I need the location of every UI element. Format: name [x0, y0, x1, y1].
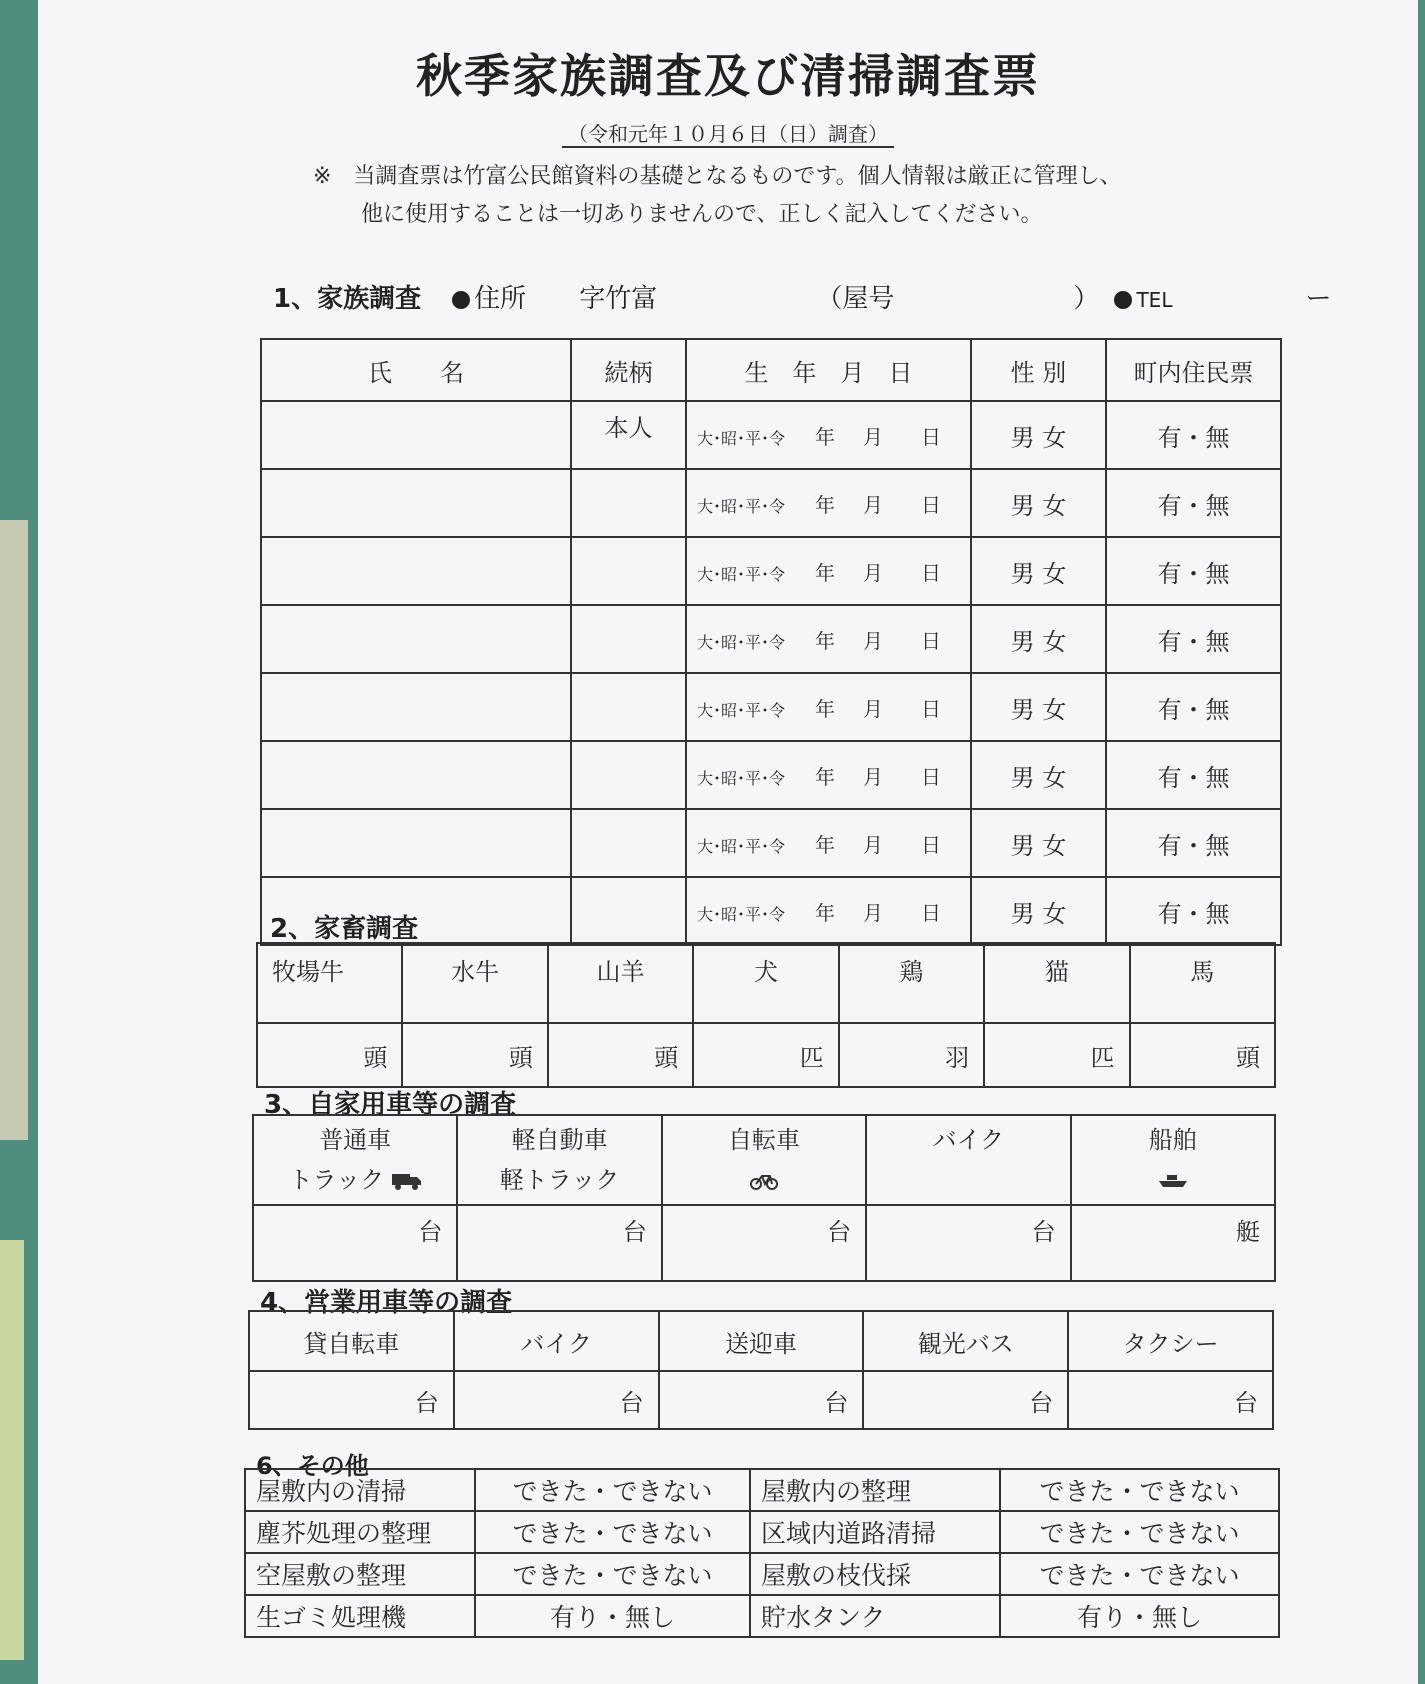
birthdate-cell[interactable]: 大･昭･平･令 年 月 日	[686, 877, 971, 945]
private-vehicles-unit-row	[253, 1205, 1275, 1281]
birthdate-cell[interactable]: 大･昭･平･令 年 月 日	[686, 673, 971, 741]
survey-date: （令和元年１０月６日（日）調査）	[38, 118, 1418, 147]
livestock-name: 鶏	[839, 943, 984, 1023]
bullet-icon	[1114, 291, 1132, 309]
business-vehicle-count-cell[interactable]: 台	[249, 1371, 454, 1429]
resident-cell[interactable]: 有・無	[1106, 673, 1281, 741]
address-value: 字竹富	[579, 284, 658, 314]
background-note	[0, 520, 28, 1140]
birthdate-cell[interactable]: 大･昭･平･令 年 月 日	[686, 537, 971, 605]
relation-cell[interactable]: 本人	[571, 401, 686, 469]
birthdate-cell[interactable]: 大･昭･平･令 年 月 日	[686, 741, 971, 809]
livestock-count-cell[interactable]: 頭	[402, 1023, 547, 1087]
birthdate-cell[interactable]: 大･昭･平･令 年 月 日	[686, 401, 971, 469]
family-heading: 1、家族調査	[273, 284, 422, 314]
family-header-row	[261, 339, 1281, 401]
business-vehicle-name: タクシー	[1068, 1311, 1273, 1371]
sex-cell[interactable]: 男 女	[971, 605, 1106, 673]
notice	[313, 158, 1122, 234]
bullet-icon	[452, 291, 470, 309]
tel: TEL	[1114, 284, 1194, 314]
other-choice[interactable]: できた・できない	[475, 1553, 750, 1595]
livestock-count-cell[interactable]: 頭	[548, 1023, 693, 1087]
background-sticky-note	[0, 1240, 24, 1660]
livestock-count-cell[interactable]: 匹	[984, 1023, 1129, 1087]
name-cell[interactable]	[261, 741, 571, 809]
sex-cell[interactable]: 男 女	[971, 741, 1106, 809]
other-choice[interactable]: できた・できない	[475, 1469, 750, 1511]
survey-sheet	[38, 0, 1418, 1684]
livestock-table	[256, 942, 1276, 1088]
col-sex: 性 別	[971, 339, 1106, 401]
business-vehicle-name: 送迎車	[659, 1311, 864, 1371]
sex-cell[interactable]: 男 女	[971, 401, 1106, 469]
private-vehicles-heading: 3、自家用車等の調査	[264, 1090, 517, 1120]
name-cell[interactable]	[261, 673, 571, 741]
family-row	[261, 741, 1281, 809]
name-cell[interactable]	[261, 401, 571, 469]
unit-label: 台	[866, 1205, 1070, 1281]
family-row	[261, 401, 1281, 469]
name-cell[interactable]	[261, 469, 571, 537]
other-rows	[245, 1469, 1279, 1637]
other-heading: 6、その他	[256, 1452, 369, 1480]
family-rows	[261, 401, 1281, 945]
family-row	[261, 673, 1281, 741]
relation-cell[interactable]	[571, 605, 686, 673]
truck-icon	[392, 1172, 422, 1190]
relation-cell[interactable]	[571, 809, 686, 877]
unit-label: 台	[253, 1205, 457, 1281]
name-cell[interactable]	[261, 605, 571, 673]
col-name: 氏 名	[261, 339, 571, 401]
other-item: 空屋敷の整理	[245, 1553, 475, 1595]
other-choice[interactable]: 有り・無し	[1000, 1595, 1279, 1637]
business-vehicles-heading: 4、営業用車等の調査	[260, 1288, 513, 1318]
private-vehicles-name-row	[253, 1115, 1275, 1205]
sex-cell[interactable]: 男 女	[971, 537, 1106, 605]
resident-cell[interactable]: 有・無	[1106, 809, 1281, 877]
other-table	[244, 1468, 1280, 1638]
sex-cell[interactable]: 男 女	[971, 673, 1106, 741]
unit-label: 台	[457, 1205, 661, 1281]
other-item: 塵芥処理の整理	[245, 1511, 475, 1553]
notice-line-2: 他に使用することは一切ありませんので、正しく記入してください。	[361, 202, 1043, 227]
sex-cell[interactable]: 男 女	[971, 469, 1106, 537]
birthdate-cell[interactable]: 大･昭･平･令 年 月 日	[686, 605, 971, 673]
sex-cell[interactable]: 男 女	[971, 877, 1106, 945]
family-section-header	[273, 278, 1354, 315]
business-vehicle-name: 貸自転車	[249, 1311, 454, 1371]
relation-cell[interactable]	[571, 469, 686, 537]
livestock-count-cell[interactable]: 匹	[693, 1023, 838, 1087]
sex-cell[interactable]: 男 女	[971, 809, 1106, 877]
other-choice[interactable]: できた・できない	[1000, 1553, 1279, 1595]
other-item: 屋敷内の整理	[750, 1469, 1000, 1511]
livestock-name: 水牛	[402, 943, 547, 1023]
livestock-unit-row	[257, 1023, 1275, 1087]
relation-cell[interactable]	[571, 877, 686, 945]
unit-label: 台	[662, 1205, 866, 1281]
other-choice[interactable]: できた・できない	[475, 1511, 750, 1553]
birthdate-cell[interactable]: 大･昭･平･令 年 月 日	[686, 809, 971, 877]
livestock-name-row	[257, 943, 1275, 1023]
relation-cell[interactable]	[571, 537, 686, 605]
business-vehicle-count-cell[interactable]: 台	[454, 1371, 659, 1429]
family-row	[261, 605, 1281, 673]
family-row	[261, 537, 1281, 605]
livestock-count-cell[interactable]: 頭	[257, 1023, 402, 1087]
name-cell[interactable]	[261, 537, 571, 605]
tel-separator: ー	[1305, 284, 1332, 314]
business-vehicles-name-row	[249, 1311, 1273, 1371]
other-item: 区域内道路清掃	[750, 1511, 1000, 1553]
livestock-name: 馬	[1130, 943, 1275, 1023]
notice-line-1: ※ 当調査票は竹富公民館資料の基礎となるものです。個人情報は厳正に管理し、	[313, 164, 1122, 189]
livestock-name: 猫	[984, 943, 1129, 1023]
family-row	[261, 809, 1281, 877]
business-vehicle-count-cell[interactable]: 台	[1068, 1371, 1273, 1429]
other-row	[245, 1469, 1279, 1511]
col-birthdate: 生 年 月 日	[686, 339, 971, 401]
other-choice[interactable]: できた・できない	[1000, 1511, 1279, 1553]
name-cell[interactable]	[261, 809, 571, 877]
other-choice[interactable]: 有り・無し	[475, 1595, 750, 1637]
resident-cell[interactable]: 有・無	[1106, 469, 1281, 537]
family-row	[261, 469, 1281, 537]
bicycle-icon	[749, 1171, 779, 1191]
livestock-count-cell[interactable]: 羽	[839, 1023, 984, 1087]
resident-cell[interactable]: 有・無	[1106, 401, 1281, 469]
house-name-label: （屋号	[816, 284, 895, 314]
livestock-heading: 2、家畜調査	[270, 914, 419, 944]
livestock-name: 牧場牛	[257, 943, 402, 1023]
livestock-count-cell[interactable]: 頭	[1130, 1023, 1275, 1087]
relation-cell[interactable]	[571, 741, 686, 809]
other-item: 屋敷の枝伐採	[750, 1553, 1000, 1595]
vehicle-kei: 軽自動車 軽トラック	[457, 1115, 661, 1205]
col-resident: 町内住民票	[1106, 339, 1281, 401]
house-name-close: ）	[1073, 284, 1100, 314]
resident-cell[interactable]: 有・無	[1106, 605, 1281, 673]
other-choice[interactable]: できた・できない	[1000, 1469, 1279, 1511]
resident-cell[interactable]: 有・無	[1106, 537, 1281, 605]
other-row	[245, 1553, 1279, 1595]
business-vehicle-name: バイク	[454, 1311, 659, 1371]
vehicle-car-truck: 普通車 トラック	[253, 1115, 457, 1205]
business-vehicle-count-cell[interactable]: 台	[863, 1371, 1068, 1429]
other-item: 貯水タンク	[750, 1595, 1000, 1637]
col-relation: 続柄	[571, 339, 686, 401]
other-item: 生ゴミ処理機	[245, 1595, 475, 1637]
other-row	[245, 1595, 1279, 1637]
private-vehicles-table	[252, 1114, 1276, 1282]
livestock-name: 犬	[693, 943, 838, 1023]
other-row	[245, 1511, 1279, 1553]
other-item: 屋敷内の清掃	[245, 1469, 475, 1511]
vehicle-bicycle: 自転車	[662, 1115, 866, 1205]
resident-cell[interactable]: 有・無	[1106, 741, 1281, 809]
relation-cell[interactable]	[571, 673, 686, 741]
family-table	[260, 338, 1282, 946]
business-vehicle-count-cell[interactable]: 台	[659, 1371, 864, 1429]
vehicle-boat: 船舶	[1071, 1115, 1275, 1205]
business-vehicle-name: 観光バス	[863, 1311, 1068, 1371]
birthdate-cell[interactable]: 大･昭･平･令 年 月 日	[686, 469, 971, 537]
boat-icon	[1158, 1173, 1188, 1189]
business-vehicles-unit-row	[249, 1371, 1273, 1429]
unit-label: 艇	[1071, 1205, 1275, 1281]
resident-cell[interactable]: 有・無	[1106, 877, 1281, 945]
livestock-name: 山羊	[548, 943, 693, 1023]
business-vehicles-table	[248, 1310, 1274, 1430]
address: 住所	[452, 284, 548, 314]
page-title: 秋季家族調査及び清掃調査票	[416, 49, 1040, 103]
vehicle-motorbike: バイク	[866, 1115, 1070, 1205]
